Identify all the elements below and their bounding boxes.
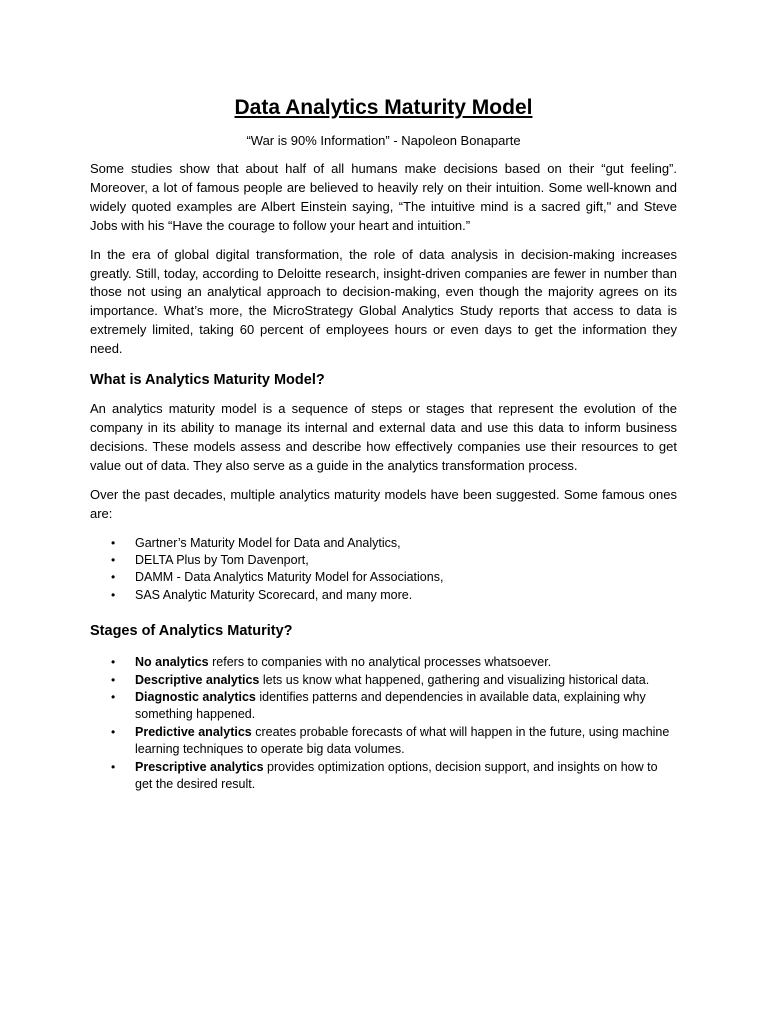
stage-description: lets us know what happened, gathering and visualizing historical data. [259, 672, 650, 687]
list-item-text: Gartner’s Maturity Model for Data and Analytics, [135, 535, 401, 550]
list-item [111, 569, 677, 586]
intro-paragraph-1: Some studies show that about half of all humans make decisions based on their “gut feeling”. Moreover, a lot of famous people are believed to heavily rely on their intuition. Some well-known and widely quoted examples are Albert Einstein saying, “The intuitive mind is a sacred gift," and Steve Jobs with his “Have the courage to follow your heart and intuition.” [90, 161, 677, 233]
bullet-icon: • [111, 759, 116, 774]
stage-term: Diagnostic analytics [135, 689, 256, 704]
bullet-icon: • [111, 655, 116, 670]
intro-paragraph-2: In the era of global digital transformation, the role of data analysis in decision-making increases greatly. Still, today, according to Deloitte research, insight-driven companies are fewer in number than those not using an analytical approach to decision-making, even though the majority agrees on its importance. What’s more, the MicroStrategy Global Analytics Study reports that access to data is extremely limited, taking 60 percent of employees hours or even days to get the information they need. [90, 246, 677, 357]
list-item [111, 759, 677, 794]
stage-description: refers to companies with no analytical processes whatsoever. [208, 655, 552, 670]
list-item [111, 672, 677, 689]
stages-bullet-list [90, 654, 677, 793]
section1-paragraph-2: Over the past decades, multiple analytics maturity models have been suggested. Some famous ones are: [90, 486, 677, 521]
bullet-icon: • [111, 570, 116, 585]
list-item [111, 654, 677, 671]
list-item [111, 587, 677, 604]
stage-description: creates probable forecasts of what will happen in the future, using machine learning techniques to operate big data volumes. [135, 724, 670, 757]
section-heading-what-is: What is Analytics Maturity Model? [90, 372, 325, 389]
list-item-text: DELTA Plus by Tom Davenport, [135, 552, 309, 567]
section1-paragraph-1: An analytics maturity model is a sequence of steps or stages that represent the evolution of the company in its ability to manage its internal and external data and use this data to inform business decisions. These models assess and describe how effectively companies use their resources to get value out of data. They also serve as a guide in the analytics transformation process. [90, 401, 677, 473]
bullet-icon: • [111, 689, 116, 704]
bullet-icon: • [111, 587, 116, 602]
list-item [111, 689, 677, 724]
stage-term: No analytics [135, 655, 209, 670]
bullet-icon: • [111, 724, 116, 739]
bullet-icon: • [111, 535, 116, 550]
stage-term: Prescriptive analytics [135, 759, 264, 774]
document-content [90, 94, 677, 793]
stage-description: provides optimization options, decision support, and insights on how to get the desired result. [135, 759, 658, 791]
bullet-icon: • [111, 552, 116, 567]
list-item [111, 535, 677, 552]
stage-description: identifies patterns and dependencies in available data, explaining why something happened. [135, 689, 646, 722]
stage-term: Predictive analytics [135, 724, 252, 739]
stage-term: Descriptive analytics [135, 672, 260, 687]
list-item-text: SAS Analytic Maturity Scorecard, and many more. [135, 587, 413, 602]
bullet-icon: • [111, 672, 116, 687]
list-item [111, 552, 677, 569]
section-heading-stages: Stages of Analytics Maturity? [90, 623, 293, 640]
list-item [111, 724, 677, 759]
document-title: Data Analytics Maturity Model [234, 96, 533, 119]
models-bullet-list [90, 535, 677, 605]
epigraph-quote: “War is 90% Information” - Napoleon Bonaparte [246, 133, 521, 148]
list-item-text: DAMM - Data Analytics Maturity Model for Associations, [135, 570, 444, 585]
